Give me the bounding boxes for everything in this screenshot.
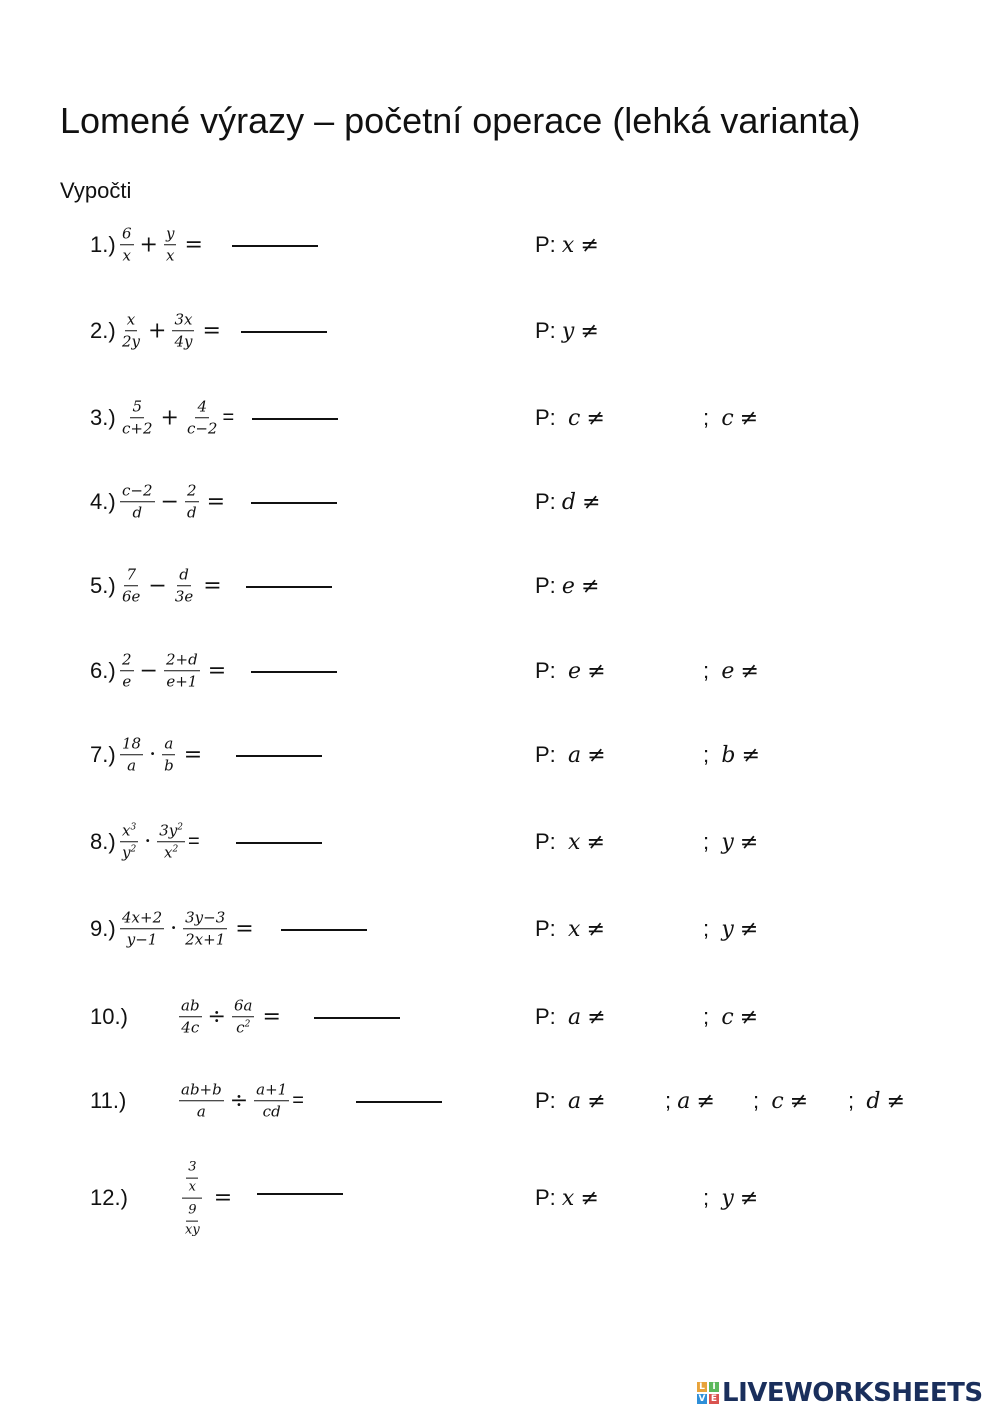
condition: P: x ≠	[535, 916, 606, 942]
fraction: $\frac{x^3}{y^2}$	[122, 821, 137, 862]
condition: P: x ≠	[535, 829, 606, 855]
fraction: $\frac{6a}{c^2}$	[233, 996, 253, 1037]
fraction: $\frac{x}{2y}$	[122, 310, 141, 351]
condition-extra: ; b ≠	[703, 742, 760, 768]
fraction: $\frac{2}{d}$	[186, 481, 197, 522]
problem-row	[0, 383, 1000, 453]
problem-number: 7.)	[90, 742, 116, 767]
problem-row	[0, 982, 1000, 1052]
answer-blank[interactable]	[246, 586, 332, 588]
condition: P: x ≠	[535, 1185, 599, 1211]
problem-row	[0, 1066, 1000, 1136]
condition: P: a ≠	[535, 1088, 606, 1114]
expression: $\frac{x^3}{y^2}$ · $\frac{3y^2}{x^2}$ =	[122, 821, 200, 862]
condition-extra: ; a ≠	[665, 1088, 715, 1114]
answer-blank[interactable]	[232, 245, 318, 247]
fraction: $\frac{y}{x}$	[165, 224, 175, 265]
problem-number: 2.)	[90, 318, 116, 343]
fraction: $\frac{4x+2}{y-1}$	[122, 908, 163, 949]
problem-number: 3.)	[90, 405, 116, 430]
answer-blank[interactable]	[251, 671, 337, 673]
fraction: $\frac{6}{x}$	[122, 224, 132, 265]
problem-number: 10.)	[90, 1004, 128, 1029]
problem-number: 8.)	[90, 829, 116, 854]
problem-number: 6.)	[90, 658, 116, 683]
page-title: Lomené výrazy – početní operace (lehká varianta)	[60, 100, 861, 141]
fraction: $\frac{4}{c-2}$	[186, 397, 218, 438]
answer-blank[interactable]	[356, 1101, 442, 1103]
expression: $\frac{4x+2}{y-1}$ · $\frac{3y-3}{2x+1}$ =	[122, 908, 254, 949]
fraction: $\frac{9}{xy}$	[185, 1202, 200, 1238]
expression: $\frac{5}{c+2}$ + $\frac{4}{c-2}$ =	[122, 397, 235, 438]
answer-blank[interactable]	[257, 1193, 343, 1195]
condition-extra: ; y ≠	[703, 829, 759, 855]
answer-blank[interactable]	[236, 842, 322, 844]
problem-number: 11.)	[90, 1088, 127, 1113]
problem-row	[0, 807, 1000, 877]
condition: P: e ≠	[535, 658, 606, 684]
fraction: $\frac{3y^2}{x^2}$	[159, 821, 183, 862]
answer-blank[interactable]	[314, 1017, 400, 1019]
fraction: $\frac{7}{6e}$	[122, 565, 141, 606]
condition: P: a ≠	[535, 742, 606, 768]
fraction: $\frac{a+1}{cd}$	[256, 1080, 288, 1121]
expression: $\frac{\frac{3}{x}}{\frac{9}{xy}}$ =	[177, 1158, 232, 1239]
problem-row	[0, 720, 1000, 790]
condition-extra: ; e ≠	[703, 658, 759, 684]
answer-blank[interactable]	[252, 418, 338, 420]
problem-row	[0, 551, 1000, 621]
answer-blank[interactable]	[281, 929, 367, 931]
problem-number: 12.)	[90, 1185, 128, 1210]
fraction: $\frac{d}{3e}$	[174, 565, 194, 606]
answer-blank[interactable]	[241, 331, 327, 333]
problem-row	[0, 210, 1000, 280]
fraction: $\frac{2+d}{e+1}$	[165, 650, 198, 691]
fraction: $\frac{a}{b}$	[164, 734, 174, 775]
condition: P: y ≠	[535, 318, 599, 344]
logo-text: LIVEWORKSHEETS	[722, 1378, 983, 1408]
problem-row	[0, 1158, 1000, 1238]
logo-mark-icon: L I V E	[698, 1382, 718, 1404]
problem-number: 5.)	[90, 573, 116, 598]
expression: $\frac{18}{a}$ · $\frac{a}{b}$ =	[122, 734, 203, 775]
instruction: Vypočti	[60, 178, 132, 203]
condition-extra: ; c ≠	[753, 1088, 809, 1114]
expression: $\frac{c-2}{d}$ − $\frac{2}{d}$ =	[122, 481, 225, 522]
expression: $\frac{ab}{4c}$ ÷ $\frac{6a}{c^2}$ =	[181, 996, 281, 1037]
expression: $\frac{x}{2y}$ + $\frac{3x}{4y}$ =	[122, 310, 221, 351]
expression: $\frac{ab+b}{a}$ ÷ $\frac{a+1}{cd}$ =	[181, 1080, 304, 1121]
problem-row	[0, 636, 1000, 706]
fraction: $\frac{18}{a}$	[122, 734, 142, 775]
expression: $\frac{6}{x}$ + $\frac{y}{x}$ =	[122, 224, 203, 265]
condition-extra: ; d ≠	[848, 1088, 905, 1114]
fraction: $\frac{3y-3}{2x+1}$	[185, 908, 226, 949]
expression: $\frac{2}{e}$ − $\frac{2+d}{e+1}$ =	[122, 650, 227, 691]
fraction: $\frac{3x}{4y}$	[174, 310, 193, 351]
fraction: $\frac{ab}{4c}$	[181, 996, 200, 1037]
problem-row	[0, 296, 1000, 366]
condition: P: e ≠	[535, 573, 600, 599]
fraction: $\frac{2}{e}$	[122, 650, 132, 691]
compound-fraction	[179, 1158, 206, 1239]
fraction: $\frac{c-2}{d}$	[122, 481, 153, 522]
problem-row	[0, 467, 1000, 537]
problem-number: 1.)	[90, 232, 116, 257]
problem-number: 9.)	[90, 916, 116, 941]
fraction: $\frac{5}{c+2}$	[122, 397, 153, 438]
problem-row	[0, 894, 1000, 964]
answer-blank[interactable]	[236, 755, 322, 757]
condition: P: x ≠	[535, 232, 599, 258]
problem-number: 4.)	[90, 489, 116, 514]
fraction: $\frac{ab+b}{a}$	[181, 1080, 222, 1121]
expression: $\frac{7}{6e}$ − $\frac{d}{3e}$ =	[122, 565, 222, 606]
condition-extra: ; y ≠	[703, 1185, 759, 1211]
condition-extra: ; y ≠	[703, 916, 759, 942]
fraction: $\frac{3}{x}$	[188, 1159, 197, 1195]
condition-extra: ; c ≠	[703, 1004, 759, 1030]
liveworksheets-logo	[697, 1378, 983, 1408]
condition: P: d ≠	[535, 489, 601, 515]
condition: P: c ≠	[535, 405, 605, 431]
answer-blank[interactable]	[251, 502, 337, 504]
condition-extra: ; c ≠	[703, 405, 759, 431]
condition: P: a ≠	[535, 1004, 606, 1030]
